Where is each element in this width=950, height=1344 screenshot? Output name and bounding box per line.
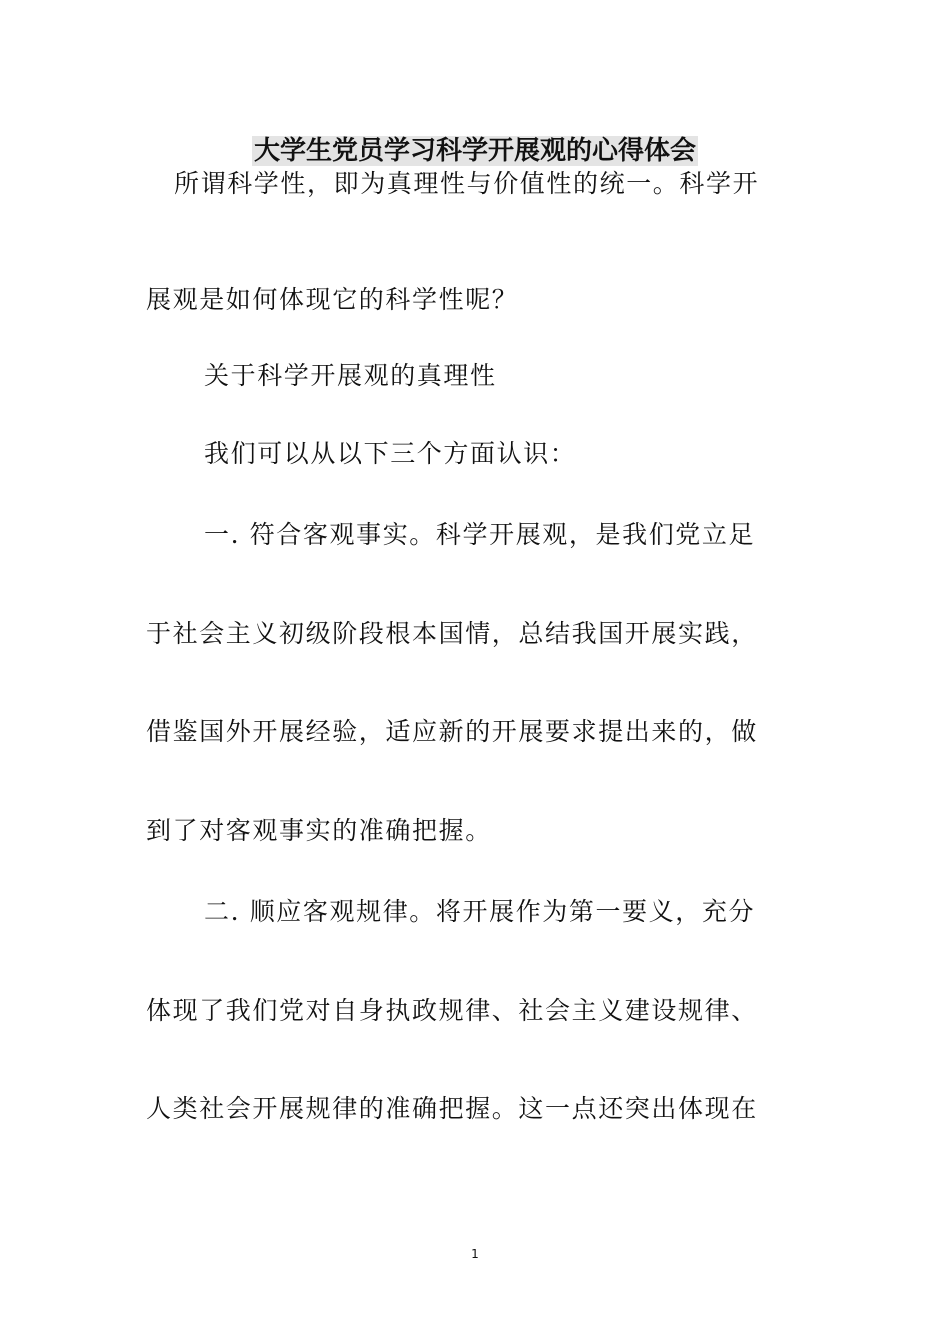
paragraph-line: 借鉴国外开展经验，适应新的开展要求提出来的，做 (146, 717, 758, 746)
paragraph-line: 到了对客观事实的准确把握。 (146, 816, 492, 845)
page-number: 1 (471, 1247, 479, 1261)
paragraph-line: 展观是如何体现它的科学性呢？ (146, 285, 519, 314)
paragraph-line: 一. 符合客观事实。科学开展观，是我们党立足 (204, 520, 756, 549)
paragraph-line: 二. 顺应客观规律。将开展作为第一要义，充分 (204, 897, 756, 926)
paragraph-line: 关于科学开展观的真理性 (204, 361, 497, 390)
document-title (0, 131, 950, 171)
paragraph-line: 体现了我们党对自身执政规律、社会主义建设规律、 (146, 996, 758, 1025)
document-title-text: 大学生党员学习科学开展观的心得体会 (253, 136, 696, 166)
paragraph-line: 于社会主义初级阶段根本国情，总结我国开展实践， (146, 619, 758, 648)
paragraph-line: 人类社会开展规律的准确把握。这一点还突出体现在 (146, 1094, 758, 1123)
paragraph-line: 所谓科学性，即为真理性与价值性的统一。科学开 (174, 169, 760, 198)
paragraph-line: 我们可以从以下三个方面认识： (204, 439, 577, 468)
